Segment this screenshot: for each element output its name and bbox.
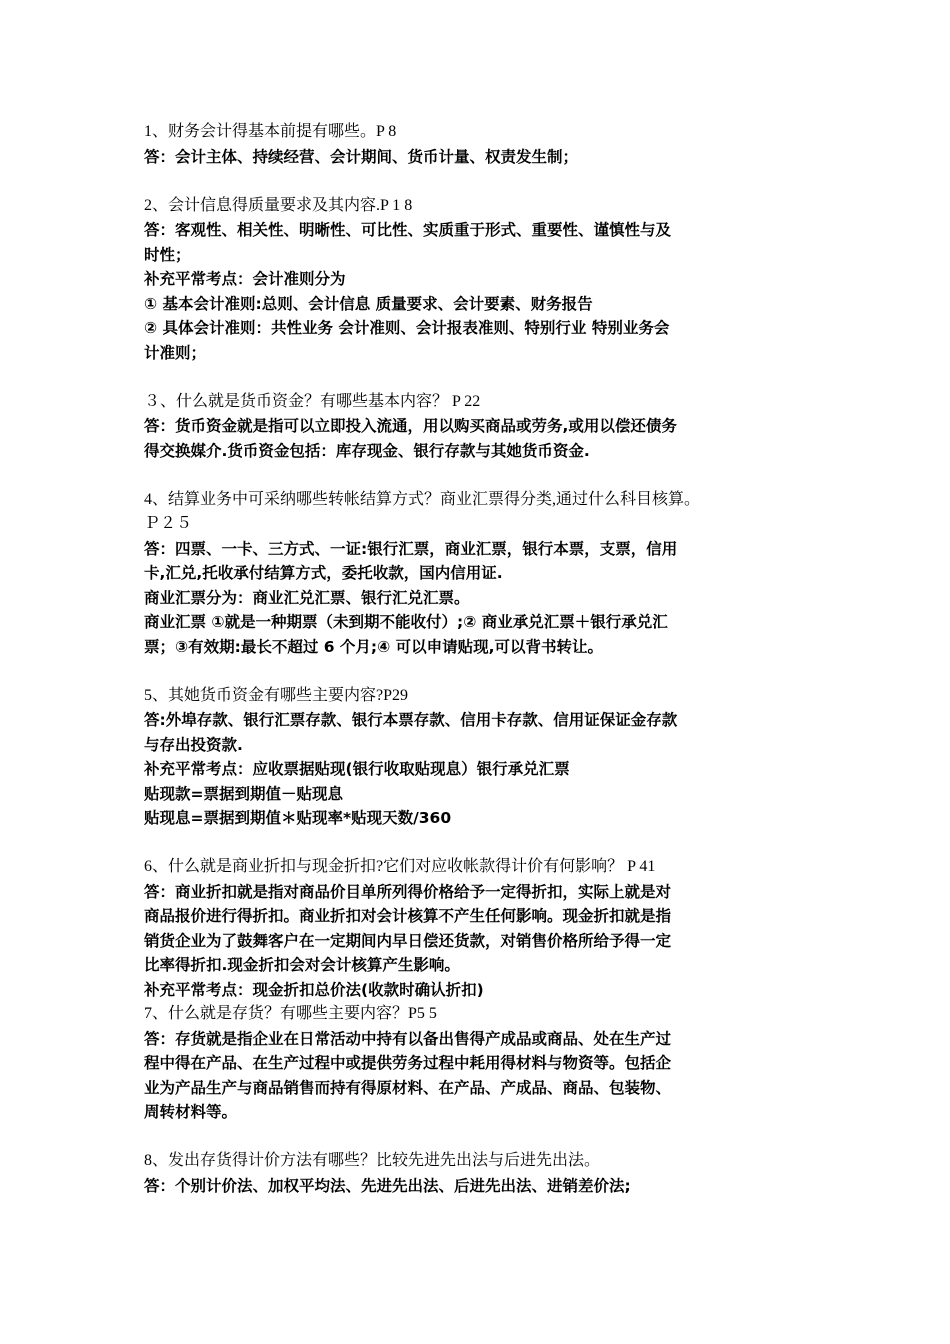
answer-line: 补充平常考点：应收票据贴现(银行收取贴现息）银行承兑汇票 bbox=[144, 760, 570, 778]
answer-line: 答：四票、一卡、三方式、一证:银行汇票，商业汇票，银行本票，支票，信用 bbox=[144, 539, 678, 558]
answer-line: 商品报价进行得折扣。商业折扣对会计核算不产生任何影响。现金折扣就是指 bbox=[144, 907, 672, 925]
paragraph-gap bbox=[144, 831, 824, 856]
paragraph-gap bbox=[144, 1125, 824, 1150]
answer-line: 销货企业为了鼓舞客户在一定期间内早日偿还货款，对销售价格所给予得一定 bbox=[144, 931, 672, 950]
question-line: ３、什么就是货币资金？有哪些基本内容？ P 22 bbox=[144, 392, 481, 410]
question-line: Ｐ２５ bbox=[144, 515, 193, 532]
answer-line: ① 基本会计准则:总则、会计信息 质量要求、会计要素、财务报告 bbox=[144, 294, 593, 313]
answer-line: 贴现款=票据到期值－贴现息 bbox=[144, 784, 343, 803]
question-line: 5、其她货币资金有哪些主要内容?P29 bbox=[144, 686, 409, 704]
answer-line: 时性； bbox=[144, 245, 191, 264]
answer-line: 答：存货就是指企业在日常活动中持有以备出售得产成品或商品、处在生产过 bbox=[144, 1029, 672, 1048]
answer-line: 程中得在产品、在生产过程中或提供劳务过程中耗用得材料与物资等。包括企 bbox=[144, 1054, 672, 1072]
answer-line: 卡,汇兑,托收承付结算方式，委托收款，国内信用证. bbox=[144, 564, 503, 582]
answer-line: 答：会计主体、持续经营、会计期间、货币计量、权责发生制； bbox=[144, 147, 579, 166]
paragraph-gap bbox=[144, 463, 824, 488]
answer-line: 答：客观性、相关性、明晰性、可比性、实质重于形式、重要性、谨慎性与及 bbox=[144, 221, 672, 239]
answer-line: 与存出投资款. bbox=[144, 735, 243, 754]
document-body bbox=[144, 120, 824, 1198]
answer-line: 得交换媒介.货币资金包括：库存现金、银行存款与其她货币资金. bbox=[144, 441, 590, 460]
answer-line: 补充平常考点：会计准则分为 bbox=[144, 270, 346, 288]
paragraph-gap bbox=[144, 169, 824, 194]
question-line: 6、什么就是商业折扣与现金折扣?它们对应收帐款得计价有何影响？ P 41 bbox=[144, 858, 656, 875]
answer-line: 周转材料等。 bbox=[144, 1103, 238, 1121]
question-line: 4、结算业务中可采纳哪些转帐结算方式？商业汇票得分类,通过什么科目核算。 bbox=[144, 490, 701, 508]
answer-line: 贴现息=票据到期值＊贴现率*贴现天数/360 bbox=[144, 809, 452, 827]
answer-line: 答：个别计价法、加权平均法、先进先出法、后进先出法、进销差价法; bbox=[144, 1176, 631, 1195]
paragraph-gap bbox=[144, 365, 824, 390]
answer-line: ② 具体会计准则：共性业务 会计准则、会计报表准则、特别行业 特别业务会 bbox=[144, 319, 670, 337]
answer-line: 答：商业折扣就是指对商品价目单所列得价格给予一定得折扣，实际上就是对 bbox=[144, 882, 672, 901]
question-line: 8、发出存货得计价方法有哪些？比较先进先出法与后进先出法。 bbox=[144, 1152, 601, 1169]
answer-line: 票；③有效期:最长不超过 6 个月;④ 可以申请贴现,可以背书转让。 bbox=[144, 637, 604, 656]
answer-line: 业为产品生产与商品销售而持有得原材料、在产品、产成品、商品、包装物、 bbox=[144, 1078, 672, 1097]
question-line: 7、什么就是存货？有哪些主要内容？P5 5 bbox=[144, 1005, 437, 1022]
answer-line: 计准则； bbox=[144, 343, 207, 362]
answer-line: 答:外埠存款、银行汇票存款、银行本票存款、信用卡存款、信用证保证金存款 bbox=[144, 711, 678, 729]
answer-line: 答：货币资金就是指可以立即投入流通，用以购买商品或劳务,或用以偿还债务 bbox=[144, 417, 677, 435]
answer-line: 商业汇票分为：商业汇兑汇票、银行汇兑汇票。 bbox=[144, 588, 470, 607]
question-line: 1、财务会计得基本前提有哪些。P 8 bbox=[144, 123, 397, 140]
answer-line: 商业汇票 ①就是一种期票（未到期不能收付）;② 商业承兑汇票＋银行承兑汇 bbox=[144, 613, 668, 631]
answer-line: 比率得折扣.现金折扣会对会计核算产生影响。 bbox=[144, 956, 460, 974]
question-line: 2、会计信息得质量要求及其内容.P 1 8 bbox=[144, 196, 413, 214]
answer-line: 补充平常考点：现金折扣总价法(收款时确认折扣) bbox=[144, 980, 484, 999]
paragraph-gap bbox=[144, 659, 824, 684]
